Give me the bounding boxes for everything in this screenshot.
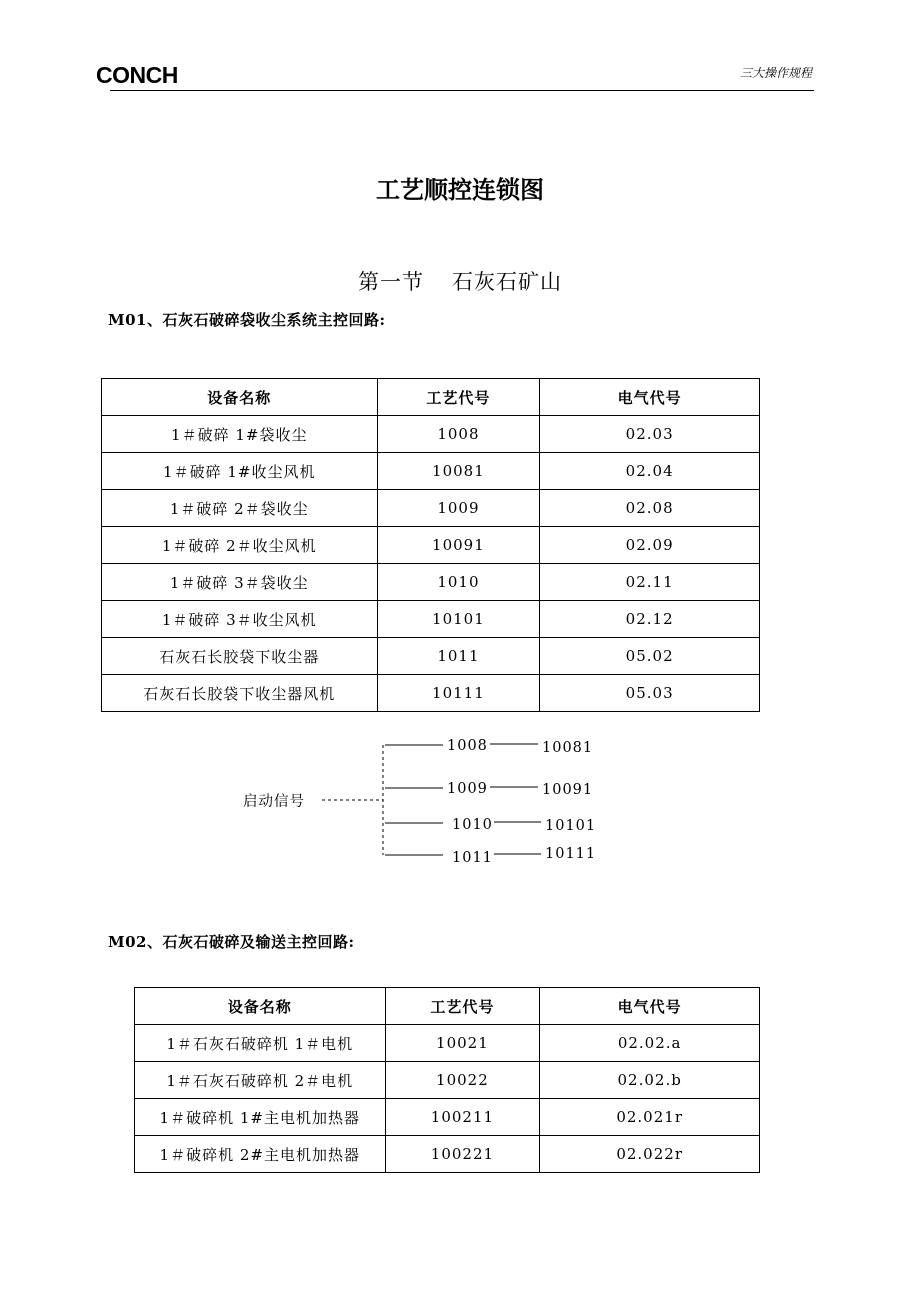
section-name: 石灰石矿山 [452,270,562,294]
device-name-cell: 1＃破碎 2＃收尘风机 [102,527,378,564]
process-code-cell: 10111 [377,675,540,712]
electrical-code-cell: 02.022r [540,1136,760,1173]
device-name-cell: 石灰石长胶袋下收尘器 [102,638,378,675]
column-header: 设备名称 [135,988,386,1025]
electrical-code-cell: 02.04 [540,453,760,490]
device-name-cell: 石灰石长胶袋下收尘器风机 [102,675,378,712]
electrical-code-cell: 02.12 [540,601,760,638]
column-header: 电气代号 [540,379,760,416]
branch-second-code: 10091 [542,782,594,798]
table-row [135,1099,760,1136]
m02-title: M02、石灰石破碎及输送主控回路: [108,933,355,951]
table-row [135,1025,760,1062]
process-code-cell: 10101 [377,601,540,638]
section-number: 第一节 [358,270,424,294]
process-code-cell: 1011 [377,638,540,675]
electrical-code-cell: 05.03 [540,675,760,712]
device-name-cell: 1＃破碎 1#袋收尘 [102,416,378,453]
process-code-cell: 10081 [377,453,540,490]
column-header: 电气代号 [540,988,760,1025]
process-code-cell: 100211 [385,1099,540,1136]
electrical-code-cell: 02.021r [540,1099,760,1136]
process-code-cell: 10021 [385,1025,540,1062]
device-name-cell: 1＃破碎 2＃袋收尘 [102,490,378,527]
branch-first-code: 1009 [447,781,488,797]
electrical-code-cell: 02.03 [540,416,760,453]
electrical-code-cell: 02.09 [540,527,760,564]
device-name-cell: 1＃石灰石破碎机 1＃电机 [135,1025,386,1062]
branch-second-code: 10081 [542,740,594,756]
process-code-cell: 1010 [377,564,540,601]
column-header: 设备名称 [102,379,378,416]
process-code-cell: 10091 [377,527,540,564]
process-code-cell: 10022 [385,1062,540,1099]
column-header: 工艺代号 [377,379,540,416]
m02-table [134,987,760,1173]
device-name-cell: 1＃石灰石破碎机 2＃电机 [135,1062,386,1099]
device-name-cell: 1＃破碎 3＃袋收尘 [102,564,378,601]
start-signal-label: 启动信号 [243,794,305,810]
branch-first-code: 1008 [447,738,488,754]
electrical-code-cell: 02.11 [540,564,760,601]
electrical-code-cell: 02.08 [540,490,760,527]
device-name-cell: 1＃破碎机 1#主电机加热器 [135,1099,386,1136]
table-row [135,1062,760,1099]
process-code-cell: 1008 [377,416,540,453]
table-row [135,1136,760,1173]
branch-first-code: 1011 [452,850,493,866]
table-header-row [135,988,760,1025]
conch-logo: CONCH [96,62,178,88]
device-name-cell: 1＃破碎 3＃收尘风机 [102,601,378,638]
branch-first-code: 1010 [452,817,493,833]
column-header: 工艺代号 [385,988,540,1025]
process-code-cell: 100221 [385,1136,540,1173]
electrical-code-cell: 02.02.a [540,1025,760,1062]
electrical-code-cell: 05.02 [540,638,760,675]
page-title: 工艺顺控连锁图 [376,176,544,204]
branch-second-code: 10101 [545,818,597,834]
electrical-code-cell: 02.02.b [540,1062,760,1099]
doc-label: 三大操作规程 [739,66,812,80]
m01-title: M01、石灰石破碎袋收尘系统主控回路: [108,311,386,329]
process-code-cell: 1009 [377,490,540,527]
device-name-cell: 1＃破碎机 2#主电机加热器 [135,1136,386,1173]
device-name-cell: 1＃破碎 1#收尘风机 [102,453,378,490]
branch-second-code: 10111 [545,846,597,862]
